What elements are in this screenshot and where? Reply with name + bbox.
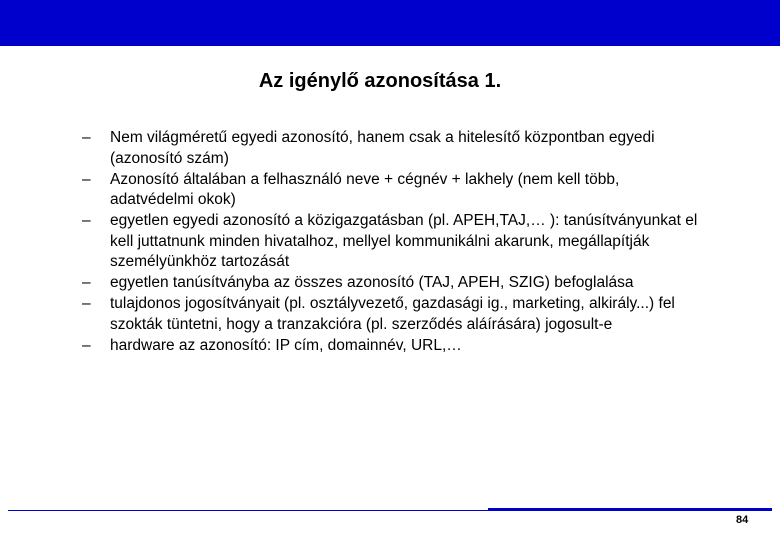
bullet-item [82,273,702,294]
bullet-list [82,128,702,357]
dash-icon: – [82,129,91,146]
bullet-text: Azonosító általában a felhasználó neve + cégnév + lakhely (nem kell több, adatvédelmi okok) [110,170,620,208]
bullet-item [82,128,702,169]
bullet-item [82,294,702,335]
dash-icon: – [82,170,91,188]
bullet-text: hardware az azonosító: IP cím, domainnév, URL,… [110,336,462,354]
bullet-item [82,170,702,211]
header-bar [0,0,780,46]
slide-title: Az igénylő azonosítása 1. [258,70,502,92]
bullet-item [82,211,702,273]
dash-icon: – [82,336,91,354]
dash-icon: – [82,212,91,229]
bullet-text: tulajdonos jogosítványait (pl. osztályvezető, gazdasági ig., marketing, alkirály...) fel szokták tüntetni, hogy a tranzakcióra (pl. szerződés aláírására) jogosult-e [110,295,675,333]
page-number: 84 [736,514,749,526]
footer-divider-accent [488,508,772,511]
bullet-item [82,336,702,357]
dash-icon: – [82,295,91,312]
bullet-text: egyetlen tanúsítványba az összes azonosító (TAJ, APEH, SZIG) befoglalása [110,274,634,291]
dash-icon: – [82,274,91,291]
bullet-text: Nem világméretű egyedi azonosító, hanem csak a hitelesítő központban egyedi (azonosító szám) [110,129,655,167]
bullet-text: egyetlen egyedi azonosító a közigazgatásban (pl. APEH,TAJ,… ): tanúsítványunkat el kell juttatnunk minden hivatalhoz, mellyel kommunikálni akarunk, megállapítják személyünkhöz tartozását [110,212,698,270]
